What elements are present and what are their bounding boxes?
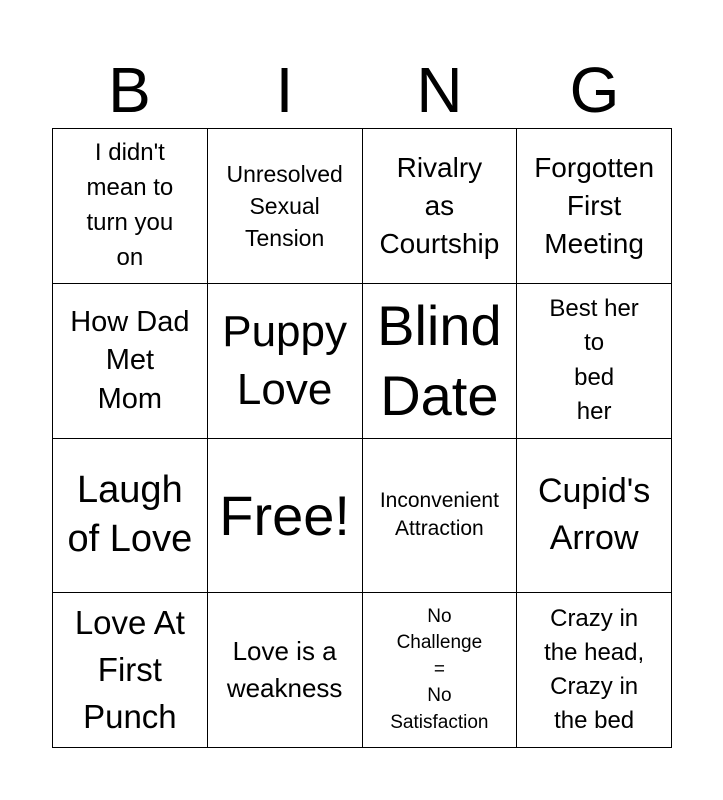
bingo-cell[interactable]: Rivalry as Courtship bbox=[363, 129, 518, 284]
bingo-cell[interactable]: Best her to bed her bbox=[517, 284, 672, 439]
bingo-cell[interactable]: Blind Date bbox=[363, 284, 518, 439]
bingo-cell[interactable]: I didn't mean to turn you on bbox=[53, 129, 208, 284]
bingo-cell[interactable]: Love is a weakness bbox=[208, 593, 363, 748]
bingo-header bbox=[52, 52, 672, 128]
bingo-cell[interactable]: Laugh of Love bbox=[53, 439, 208, 594]
bingo-grid bbox=[52, 128, 672, 748]
bingo-cell[interactable]: Puppy Love bbox=[208, 284, 363, 439]
header-letter-b: B bbox=[108, 54, 151, 126]
free-space-cell[interactable]: Free! bbox=[208, 439, 363, 594]
bingo-cell[interactable]: Cupid's Arrow bbox=[517, 439, 672, 594]
bingo-cell[interactable]: Crazy in the head, Crazy in the bed bbox=[517, 593, 672, 748]
bingo-cell[interactable]: Love At First Punch bbox=[53, 593, 208, 748]
bingo-cell[interactable]: No Challenge = No Satisfaction bbox=[363, 593, 518, 748]
bingo-cell[interactable]: Unresolved Sexual Tension bbox=[208, 129, 363, 284]
header-letter-n: N bbox=[416, 54, 463, 126]
bingo-cell[interactable]: Forgotten First Meeting bbox=[517, 129, 672, 284]
header-letter-i: I bbox=[275, 54, 294, 126]
bingo-cell[interactable]: Inconvenient Attraction bbox=[363, 439, 518, 594]
bingo-cell[interactable]: How Dad Met Mom bbox=[53, 284, 208, 439]
header-letter-g: G bbox=[569, 54, 620, 126]
